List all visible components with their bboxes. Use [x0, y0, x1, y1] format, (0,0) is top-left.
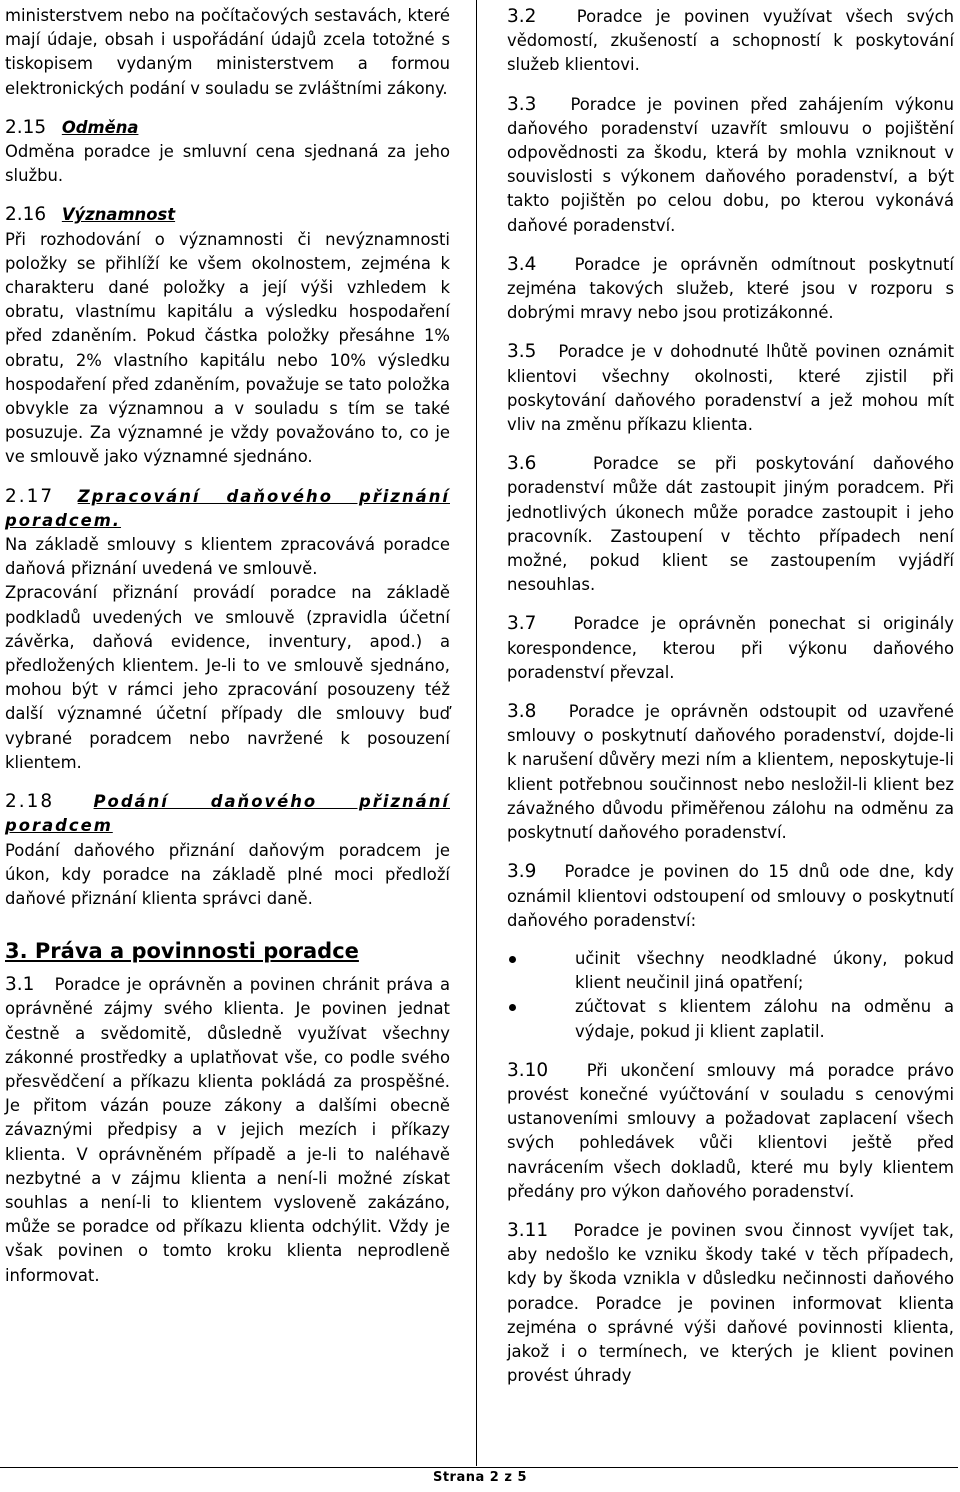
section-3-2: [507, 5, 954, 78]
section-number: 3.5: [507, 341, 537, 363]
section-text: Poradce se při poskytování daňového poradenství může dát zastoupit jiným poradcem. Při jednotlivých úkonech může poradce zastoupit i jeho pracovník. Zastoupení v těchto případech není možné, pokud klient se zastoupením vyjádří nesouhlas.: [507, 454, 954, 595]
intro-paragraph: ministerstvem nebo na počítačových sestavách, které mají údaje, obsah i uspořádání údajů zcela totožné s tiskopisem vydaným ministerstvem a formou elektronických podání v souladu se zvláštními zákony.: [5, 6, 450, 98]
section-3-10: [507, 1059, 954, 1204]
section-number: 3.7: [507, 613, 537, 635]
section-number: 3.3: [507, 93, 537, 115]
section-3-8: [507, 700, 954, 845]
section-3-3: [507, 93, 954, 238]
section-2-18-text: Podání daňového přiznání daňovým poradcem je úkon, kdy poradce na základě plné moci předloží daňové přiznání klienta správci daně.: [5, 840, 450, 908]
section-title: Zpracování daňového přiznání poradcem.: [5, 486, 450, 530]
section-2-15-text: Odměna poradce je smluvní cena sjednaná za jeho službu.: [5, 142, 450, 186]
section-number: 3.9: [507, 861, 537, 883]
chapter-3-heading: 3. Práva a povinnosti poradce: [5, 939, 359, 964]
section-number: 2.18: [5, 791, 55, 813]
obligations-list: [507, 947, 954, 1044]
section-number: 3.1: [5, 974, 35, 996]
section-text: Poradce je povinen svou činnost vyvíjet tak, aby nedošlo ke vzniku škody také v těch případech, kdy by škoda vznikla v důsledku nečinnosti daňového poradce. Poradce je povinen informovat klienta zejména o správné výši daňové povinnosti klienta, jakož i o termínech, ve kterých je klient povinen provést úhrady: [507, 1220, 954, 1386]
section-number: 3.6: [507, 453, 537, 475]
section-number: 3.8: [507, 701, 537, 723]
section-2-16-text: Při rozhodování o významnosti či nevýznamnosti položky se přihlíží ke všem okolnostem, zejména k charakteru dané položky a její výši vzhledem k obratu, vlastnímu kapitálu a výsledku hospodaření před zdaněním. Pokud částka položky přesáhne 1% obratu, 2% vlastního kapitálu nebo 10% výsledku hospodaření před zdaněním, považuje se tato položka obvykle za významnou a v souladu s tím se také posuzuje. Za významné je vždy považováno to, co je ve smlouvě jako významné sjednáno.: [5, 229, 450, 467]
section-text: Poradce je v dohodnuté lhůtě povinen oznámit klientovi všechny okolnosti, které zjistil při poskytování daňového poradenství a jež mohou mít vliv na změnu příkazu klienta.: [507, 342, 954, 435]
left-column: [5, 4, 450, 1288]
section-3-4: [507, 253, 954, 326]
footer-rule: [0, 1467, 958, 1468]
section-2-15-heading: [5, 116, 450, 140]
section-number: 3.10: [507, 1059, 549, 1081]
section-2-16-heading: [5, 203, 450, 227]
section-title: Podání daňového přiznání poradcem: [5, 792, 450, 836]
section-3-11: [507, 1219, 954, 1388]
list-item: učinit všechny neodkladné úkony, pokud klient neučinil jiná opatření;: [507, 947, 954, 995]
section-number: 2.16: [5, 204, 47, 226]
section-text: Poradce je oprávněn a povinen chránit práva a oprávněné zájmy svého klienta. Je povinen jednat čestně a svědomitě, důsledně využívat všechny zákonné prostředky a uplatňovat vše, co podle svého přesvědčení a příkazu klienta pokládá za prospěšné. Je přitom vázán pouze zákony a dalšími obecně závaznými předpisy a v jejich mezích i příkazy klienta. V oprávněném případě a je-li to naléhavě nezbytné a v zájmu klienta a není-li možné získat souhlas a není-li to klientem vysloveně zakázáno, může se poradce od příkazu klienta odchýlit. Vždy je však povinen o tomto kroku klienta neprodleně informovat.: [5, 975, 450, 1285]
bullet-icon: [509, 1004, 516, 1011]
section-text: Poradce je oprávněn odstoupit od uzavřené smlouvy o poskytnutí daňového poradenství, dojde-li k narušení důvěry mezi ním a klientem, neposkytuje-li klient potřebnou součinnost nebo nesložil-li klient bez závažného důvodu přiměřenou zálohu na odměnu za poskytnutí daňového poradenství.: [507, 702, 954, 843]
section-3-9: [507, 860, 954, 933]
section-number: 3.11: [507, 1219, 549, 1241]
section-2-18-heading: [5, 790, 450, 838]
page-number: Strana 2 z 5: [432, 1470, 528, 1485]
bullet-icon: [509, 956, 516, 963]
section-3-7: [507, 612, 954, 685]
section-title: Odměna: [61, 117, 139, 137]
section-number: 3.2: [507, 6, 537, 27]
section-text: Poradce je povinen do 15 dnů ode dne, kdy oznámil klientovi odstoupení od smlouvy o poskytnutí daňového poradenství:: [507, 862, 954, 930]
section-text: Poradce je povinen před zahájením výkonu daňového poradenství uzavřít smlouvu o pojištění odpovědnosti za škodu, která by mohla vzniknout v souvislosti s výkonem daňového poradenství, a být takto pojištěn po celou dobu, po kterou vykonává daňové poradenství.: [507, 94, 954, 235]
right-column: [507, 5, 954, 1388]
column-divider: [476, 0, 477, 1466]
section-2-17-text-1: Na základě smlouvy s klientem zpracovává poradce daňová přiznání uvedená ve smlouvě.: [5, 535, 450, 579]
section-2-17-heading: [5, 485, 450, 533]
page-footer: [0, 1466, 960, 1492]
section-3-5: [507, 340, 954, 437]
section-number: 2.17: [5, 485, 55, 507]
section-3-6: [507, 452, 954, 597]
section-number: 2.15: [5, 116, 47, 138]
section-text: Poradce je povinen využívat všech svých vědomostí, zkušeností a schopností k poskytování služeb klientovi.: [507, 7, 954, 75]
section-text: Poradce je oprávněn odmítnout poskytnutí zejména takových služeb, které jsou v rozporu s dobrými mravy nebo jsou protizákonné.: [507, 254, 954, 323]
section-number: 3.4: [507, 253, 537, 275]
section-3-1: [5, 973, 450, 1288]
section-text: Při ukončení smlouvy má poradce právo provést konečné vyúčtování v souladu s cenovými ustanoveními smlouvy a požadovat zaplacení všech svých pohledávek vůči klientovi ještě před navrácením všech dokladů, které mu byly klientem předány pro výkon daňového poradenství.: [507, 1060, 954, 1201]
section-text: Poradce je oprávněn ponechat si originály korespondence, kterou při výkonu daňového poradenství převzal.: [507, 614, 954, 682]
list-item: zúčtovat s klientem zálohu na odměnu a výdaje, pokud ji klient zaplatil.: [507, 995, 954, 1043]
section-2-17-text-2: Zpracování přiznání provádí poradce na základě podkladů uvedených ve smlouvě (zpravidla účetní závěrka, daňová evidence, inventury, apod.) a předložených klientem. Je-li to ve smlouvě sjednáno, mohou být v rámci jeho zpracování posouzeny též další významné účetní případy dle smlouvy buď vybrané poradcem nebo navržené k posouzení klientem.: [5, 583, 450, 772]
section-title: Významnost: [61, 205, 176, 225]
